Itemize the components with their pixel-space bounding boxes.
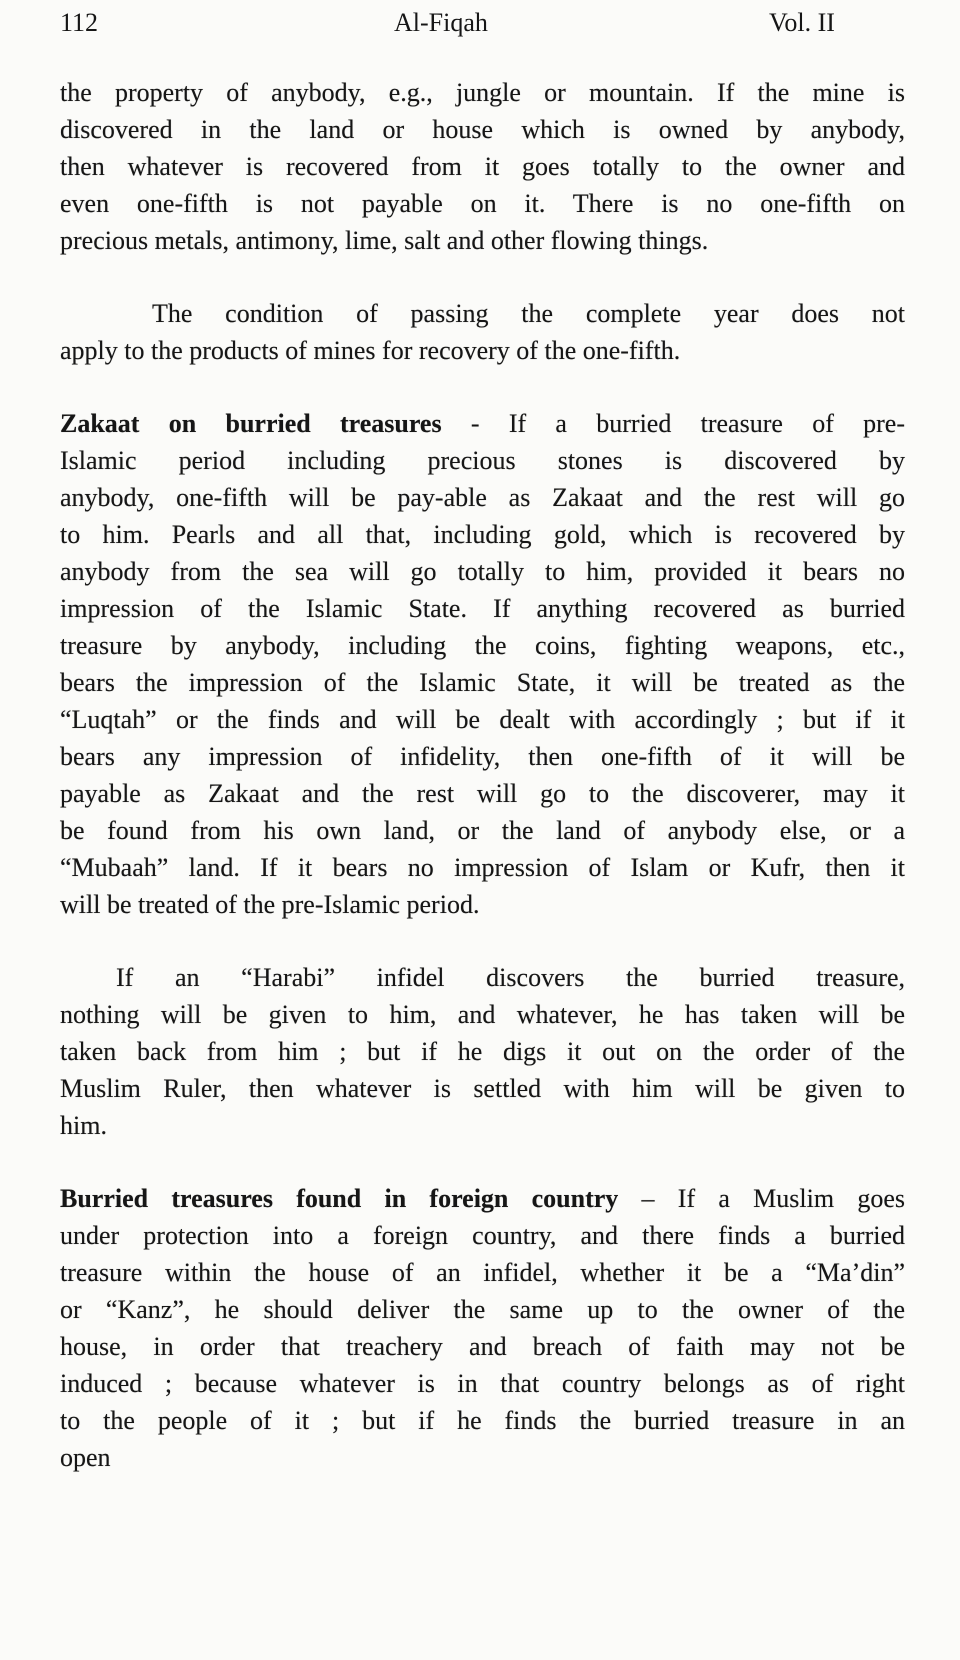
text-line: him. [60,1111,107,1140]
text-line: then whatever is recovered from it goes totally to the owner and [60,152,905,181]
page-header [0,6,960,48]
volume-label: Vol. II [769,8,835,37]
bold-lead: Zakaat on burried treasures [60,409,442,438]
text-line: Burried treasures found in foreign country – If a Muslim goes [60,1184,906,1213]
text-line: impression of the Islamic State. If anything recovered as burried [60,594,905,623]
paragraph-treasures-foreign-country [60,1180,905,1476]
text-line: induced ; because whatever is in that country belongs as of right [60,1369,905,1398]
paragraph-year-condition [60,295,905,369]
text-line: or “Kanz”, he should deliver the same up to the owner of the [60,1295,905,1324]
text-line: Islamic period including precious stones is discovered by [60,446,905,475]
text-line: “Mubaah” land. If it bears no impression of Islam or Kufr, then it [60,853,905,882]
text-line: bears the impression of the Islamic State, it will be treated as the [60,668,905,697]
paragraph-mine-property [60,74,905,259]
text-line: If an “Harabi” infidel discovers the burried treasure, [116,963,905,992]
text-line: bears any impression of infidelity, then one-fifth of it will be [60,742,905,771]
bold-lead: Burried treasures found in foreign country [60,1184,619,1213]
text-line: Muslim Ruler, then whatever is settled with him will be given to [60,1074,905,1103]
text-line: under protection into a foreign country, and there finds a burried [60,1221,905,1250]
text-line: taken back from him ; but if he digs it out on the order of the [60,1037,905,1066]
text-line: anybody from the sea will go totally to him, provided it bears no [60,557,905,586]
text-line: The condition of passing the complete year does not [152,299,905,328]
paragraph-harabi-infidel [60,959,905,1144]
text-line: the property of anybody, e.g., jungle or mountain. If the mine is [60,78,905,107]
text-line: treasure within the house of an infidel, whether it be a “Ma’din” [60,1258,905,1287]
text-line: apply to the products of mines for recovery of the one-fifth. [60,336,681,365]
text-line: to the people of it ; but if he finds the burried treasure in an [60,1406,905,1435]
text-line: house, in order that treachery and breach of faith may not be [60,1332,905,1361]
text-line: to him. Pearls and all that, including gold, which is recovered by [60,520,905,549]
paragraph-zakaat-burried-treasures [60,405,905,923]
text-line: payable as Zakaat and the rest will go to the discoverer, may it [60,779,905,808]
text-line: even one-fifth is not payable on it. There is no one-fifth on [60,189,905,218]
page-number: 112 [60,8,99,37]
text-line: “Luqtah” or the finds and will be dealt with accordingly ; but if it [60,705,905,734]
text-line: nothing will be given to him, and whatever, he has taken will be [60,1000,905,1029]
text-line: treasure by anybody, including the coins, fighting weapons, etc., [60,631,905,660]
text-line: anybody, one-fifth will be pay-able as Zakaat and the rest will go [60,483,905,512]
text-line: Zakaat on burried treasures - If a burried treasure of pre- [60,409,906,438]
text-line: be found from his own land, or the land of anybody else, or a [60,816,905,845]
text-line: open [60,1443,111,1472]
running-title: Al-Fiqah [394,8,488,37]
text-line: will be treated of the pre-Islamic period. [60,890,480,919]
text-line: discovered in the land or house which is owned by anybody, [60,115,905,144]
text-line: precious metals, antimony, lime, salt and other flowing things. [60,226,709,255]
page-body [60,74,905,1512]
